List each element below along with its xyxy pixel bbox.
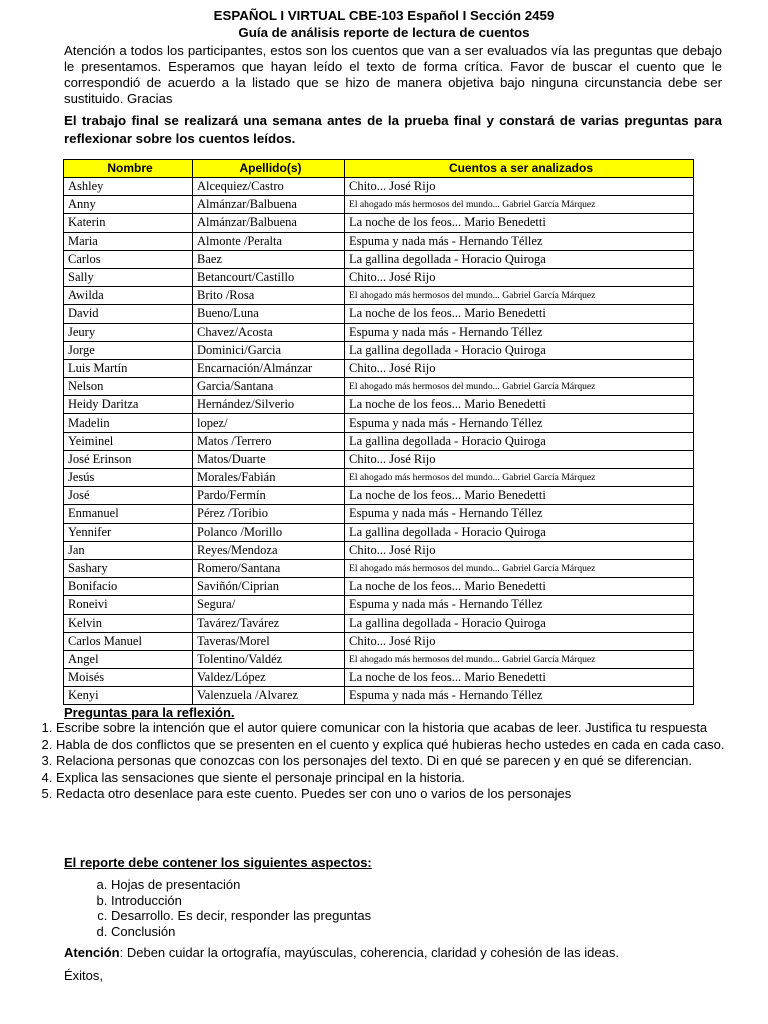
table-row	[64, 214, 694, 232]
cell-surname: Taveras/Morel	[193, 632, 345, 650]
aspect-item: d. Conclusión	[111, 924, 371, 940]
cell-story: Chito... José Rijo	[345, 632, 694, 650]
cell-name: Awilda	[64, 287, 193, 305]
cell-surname: Baez	[193, 250, 345, 268]
table-row	[64, 396, 694, 414]
cell-surname: Tolentino/Valdéz	[193, 650, 345, 668]
cell-name: Sashary	[64, 559, 193, 577]
questions-list	[20, 720, 766, 803]
cell-story: Espuma y nada más - Hernando Téllez	[345, 687, 694, 705]
table-row	[64, 178, 694, 196]
table-row	[64, 414, 694, 432]
cell-story: Chito... José Rijo	[345, 541, 694, 559]
cell-name: Sally	[64, 268, 193, 286]
cell-surname: Almánzar/Balbuena	[193, 196, 345, 214]
cell-story: Espuma y nada más - Hernando Téllez	[345, 596, 694, 614]
table-row	[64, 687, 694, 705]
cell-name: Heidy Daritza	[64, 396, 193, 414]
table-body	[64, 178, 694, 705]
cell-name: Jan	[64, 541, 193, 559]
table-row	[64, 268, 694, 286]
cell-surname: Hernández/Silverio	[193, 396, 345, 414]
cell-story: La noche de los feos... Mario Benedetti	[345, 305, 694, 323]
cell-name: Anny	[64, 196, 193, 214]
question-item: 5. Redacta otro desenlace para este cuento. Puedes ser con uno o varios de los personajes	[56, 786, 766, 803]
cell-surname: lopez/	[193, 414, 345, 432]
cell-name: Enmanuel	[64, 505, 193, 523]
question-item: 4. Explica las sensaciones que siente el personaje principal en la historia.	[56, 770, 766, 787]
cell-surname: Betancourt/Castillo	[193, 268, 345, 286]
table-row	[64, 450, 694, 468]
table-header-row	[64, 160, 694, 178]
table-row	[64, 596, 694, 614]
table-row	[64, 305, 694, 323]
report-aspects-list	[85, 877, 371, 939]
cell-story: El ahogado más hermosos del mundo... Gabriel García Márquez	[345, 559, 694, 577]
cell-name: David	[64, 305, 193, 323]
table-row	[64, 232, 694, 250]
table-row	[64, 323, 694, 341]
cell-surname: Matos/Duarte	[193, 450, 345, 468]
cell-story: Chito... José Rijo	[345, 359, 694, 377]
cell-story: La gallina degollada - Horacio Quiroga	[345, 614, 694, 632]
cell-surname: Saviñón/Ciprian	[193, 578, 345, 596]
table-row	[64, 632, 694, 650]
cell-name: Yeiminel	[64, 432, 193, 450]
cell-surname: Matos /Terrero	[193, 432, 345, 450]
cell-surname: Tavárez/Tavárez	[193, 614, 345, 632]
table-row	[64, 359, 694, 377]
cell-surname: Pérez /Toribio	[193, 505, 345, 523]
cell-name: Kenyi	[64, 687, 193, 705]
cell-surname: Brito /Rosa	[193, 287, 345, 305]
column-header-stories: Cuentos a ser analizados	[345, 160, 694, 178]
cell-story: Espuma y nada más - Hernando Téllez	[345, 414, 694, 432]
cell-story: La noche de los feos... Mario Benedetti	[345, 396, 694, 414]
cell-name: Nelson	[64, 378, 193, 396]
table-row	[64, 196, 694, 214]
cell-story: El ahogado más hermosos del mundo... Gabriel García Márquez	[345, 650, 694, 668]
table-row	[64, 432, 694, 450]
cell-surname: Almonte /Peralta	[193, 232, 345, 250]
attention-label: Atención	[64, 945, 120, 960]
cell-name: Ashley	[64, 178, 193, 196]
cell-name: Carlos	[64, 250, 193, 268]
cell-story: La noche de los feos... Mario Benedetti	[345, 669, 694, 687]
cell-story: El ahogado más hermosos del mundo... Gabriel García Márquez	[345, 469, 694, 487]
cell-surname: Polanco /Morillo	[193, 523, 345, 541]
students-stories-table	[63, 159, 694, 705]
cell-surname: Dominici/Garcia	[193, 341, 345, 359]
cell-name: Moisés	[64, 669, 193, 687]
cell-surname: Valdez/López	[193, 669, 345, 687]
table-row	[64, 378, 694, 396]
aspect-item: b. Introducción	[111, 893, 371, 909]
cell-surname: Romero/Santana	[193, 559, 345, 577]
column-header-name: Nombre	[64, 160, 193, 178]
closing-text: Éxitos,	[64, 968, 104, 983]
cell-name: Katerin	[64, 214, 193, 232]
questions-heading: Preguntas para la reflexión.	[64, 705, 235, 720]
cell-story: La noche de los feos... Mario Benedetti	[345, 578, 694, 596]
cell-name: Luis Martín	[64, 359, 193, 377]
question-item: 3. Relaciona personas que conozcas con los personajes del texto. Di en qué se parecen y en qué se diferencian.	[56, 753, 766, 770]
cell-story: La gallina degollada - Horacio Quiroga	[345, 523, 694, 541]
cell-surname: Almánzar/Balbuena	[193, 214, 345, 232]
cell-name: José Erinson	[64, 450, 193, 468]
cell-name: Jesús	[64, 469, 193, 487]
cell-surname: Bueno/Luna	[193, 305, 345, 323]
question-item: 1. Escribe sobre la intención que el autor quiere comunicar con la historia que acabas de leer. Justifica tu respuesta	[56, 720, 766, 737]
table-row	[64, 650, 694, 668]
cell-name: Carlos Manuel	[64, 632, 193, 650]
intro-paragraph: Atención a todos los participantes, estos son los cuentos que van a ser evaluados vía las preguntas que debajo le presentamos. Esperamos que hayan leído el texto de forma crítica. Favor de buscar el cuento que le correspondió de acuerdo a la listado que se hizo de manera objetiva bajo ninguna circunstancia debe ser sustituido. Gracias	[64, 43, 722, 106]
cell-surname: Garcia/Santana	[193, 378, 345, 396]
cell-story: Espuma y nada más - Hernando Téllez	[345, 505, 694, 523]
column-header-surname: Apellido(s)	[193, 160, 345, 178]
cell-story: La noche de los feos... Mario Benedetti	[345, 214, 694, 232]
table-row	[64, 614, 694, 632]
table-row	[64, 559, 694, 577]
table-row	[64, 541, 694, 559]
aspect-item: c. Desarrollo. Es decir, responder las preguntas	[111, 908, 371, 924]
cell-surname: Segura/	[193, 596, 345, 614]
table-row	[64, 523, 694, 541]
question-item: 2. Habla de dos conflictos que se presenten en el cuento y explica qué hubieras hecho ustedes en cada en cada caso.	[56, 737, 766, 754]
cell-surname: Valenzuela /Alvarez	[193, 687, 345, 705]
cell-story: El ahogado más hermosos del mundo... Gabriel García Márquez	[345, 196, 694, 214]
aspect-item: a. Hojas de presentación	[111, 877, 371, 893]
cell-story: Chito... José Rijo	[345, 268, 694, 286]
cell-story: Chito... José Rijo	[345, 450, 694, 468]
cell-story: La gallina degollada - Horacio Quiroga	[345, 341, 694, 359]
cell-story: Espuma y nada más - Hernando Téllez	[345, 323, 694, 341]
cell-name: Jorge	[64, 341, 193, 359]
cell-name: Jeury	[64, 323, 193, 341]
table-row	[64, 250, 694, 268]
cell-name: Yennifer	[64, 523, 193, 541]
cell-story: Espuma y nada más - Hernando Téllez	[345, 232, 694, 250]
cell-name: José	[64, 487, 193, 505]
cell-story: Chito... José Rijo	[345, 178, 694, 196]
document-title: ESPAÑOL I VIRTUAL CBE-103 Español I Sección 2459	[213, 8, 555, 23]
attention-text: : Deben cuidar la ortografía, mayúsculas, coherencia, claridad y cohesión de las ideas.	[119, 945, 619, 960]
table-row	[64, 341, 694, 359]
attention-note	[64, 945, 619, 960]
table-row	[64, 469, 694, 487]
cell-story: El ahogado más hermosos del mundo... Gabriel García Márquez	[345, 378, 694, 396]
cell-surname: Chavez/Acosta	[193, 323, 345, 341]
table-row	[64, 578, 694, 596]
cell-name: Bonifacio	[64, 578, 193, 596]
cell-story: El ahogado más hermosos del mundo... Gabriel García Márquez	[345, 287, 694, 305]
table-row	[64, 287, 694, 305]
table-row	[64, 669, 694, 687]
final-work-notice: El trabajo final se realizará una semana antes de la prueba final y constará de varias preguntas para reflexionar sobre los cuentos leídos.	[64, 113, 722, 146]
cell-name: Maria	[64, 232, 193, 250]
report-heading: El reporte debe contener los siguientes aspectos:	[64, 855, 372, 870]
cell-name: Angel	[64, 650, 193, 668]
table-row	[64, 487, 694, 505]
cell-story: La gallina degollada - Horacio Quiroga	[345, 432, 694, 450]
cell-surname: Encarnación/Almánzar	[193, 359, 345, 377]
cell-surname: Reyes/Mendoza	[193, 541, 345, 559]
table-row	[64, 505, 694, 523]
cell-name: Madelin	[64, 414, 193, 432]
cell-surname: Alcequiez/Castro	[193, 178, 345, 196]
cell-story: La noche de los feos... Mario Benedetti	[345, 487, 694, 505]
cell-surname: Pardo/Fermín	[193, 487, 345, 505]
cell-surname: Morales/Fabián	[193, 469, 345, 487]
cell-story: La gallina degollada - Horacio Quiroga	[345, 250, 694, 268]
document-subtitle: Guía de análisis reporte de lectura de cuentos	[238, 25, 530, 40]
cell-name: Roneivi	[64, 596, 193, 614]
cell-name: Kelvin	[64, 614, 193, 632]
